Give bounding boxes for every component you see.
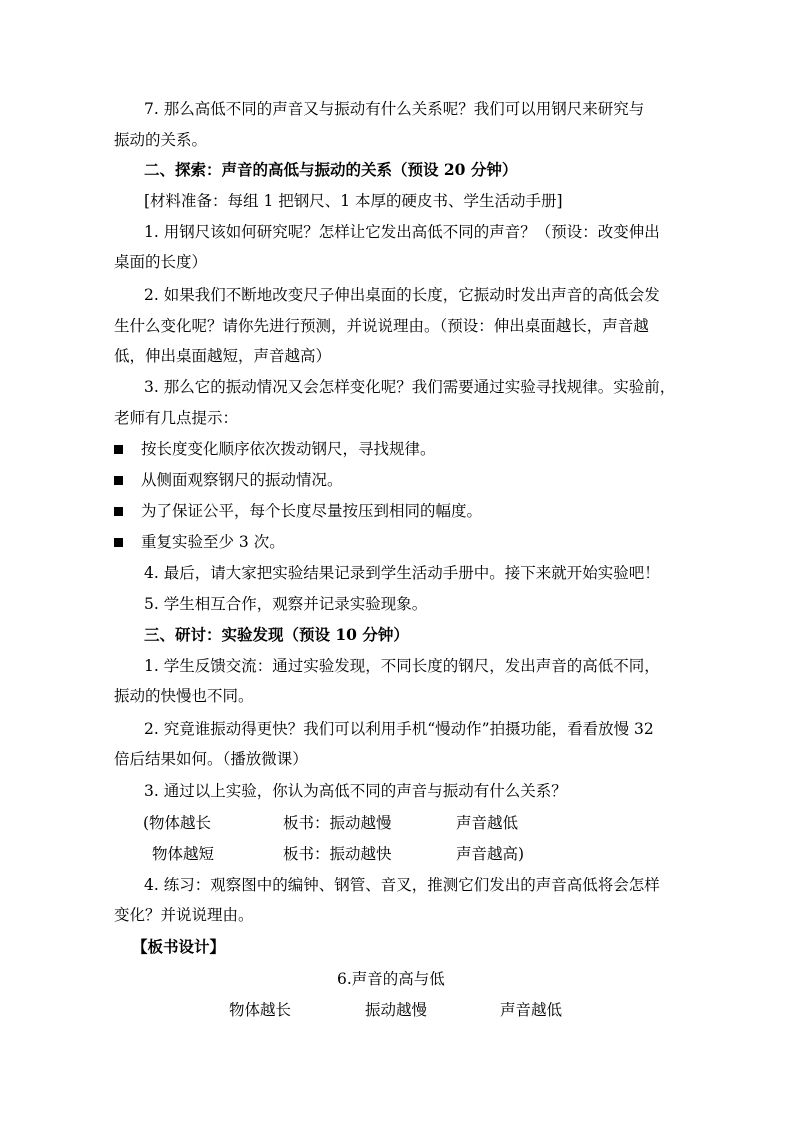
board-design-heading: 【板书设计】 — [132, 937, 226, 956]
square-bullet-icon — [114, 445, 123, 454]
board-row-1-sound: 声音越低 — [456, 814, 519, 832]
section-2-heading: 二、探索：声音的高低与振动的关系（预设 20 分钟） — [144, 160, 518, 179]
s2-item-1-line-1: 1. 用钢尺该如何研究呢？怎样让它发出高低不同的声音？（预设：改变伸出 — [144, 223, 660, 241]
tip-item-1: 按长度变化顺序依次拨动钢尺，寻找规律。 — [141, 440, 436, 458]
s3-item-3: 3. 通过以上实验，你认为高低不同的声音与振动有什么关系？ — [144, 782, 567, 800]
s2-item-3-line-1: 3. 那么它的振动情况又会怎样变化呢？我们需要通过实验寻找规律。实验前， — [144, 378, 676, 396]
s2-item-5: 5. 学生相互合作，观察并记录实验现象。 — [144, 595, 428, 613]
s3-item-1-line-1: 1. 学生反馈交流：通过实验发现，不同长度的钢尺，发出声音的高低不同， — [144, 657, 660, 675]
s3-item-1-line-2: 振动的快慢也不同。 — [114, 687, 254, 705]
board-row-2-sound: 声音越高) — [456, 845, 525, 863]
paragraph-7-line-2: 振动的关系。 — [114, 131, 208, 149]
s2-item-2-line-2: 生什么变化呢？请你先进行预测，并说说理由。（预设：伸出桌面越长，声音越 — [114, 317, 649, 335]
board-final-vibration: 振动越慢 — [365, 1001, 428, 1019]
board-row-2-vibration: 板书：振动越快 — [283, 845, 392, 863]
s3-item-2-line-2: 倍后结果如何。（播放微课） — [114, 750, 308, 768]
square-bullet-icon — [114, 507, 123, 516]
s3-item-4-line-1: 4. 练习：观察图中的编钟、钢管、音叉，推测它们发出的声音高低将会怎样 — [144, 876, 660, 894]
paragraph-7-line-1: 7. 那么高低不同的声音又与振动有什么关系呢？我们可以用钢尺来研究与 — [144, 100, 645, 118]
tip-item-4: 重复实验至少 3 次。 — [141, 533, 285, 551]
s2-item-1-line-2: 桌面的长度） — [114, 253, 208, 271]
board-row-1-object: (物体越长 — [143, 814, 212, 832]
square-bullet-icon — [114, 476, 123, 485]
s2-item-2-line-3: 低，伸出桌面越短，声音越高） — [114, 347, 332, 365]
board-final-sound: 声音越低 — [500, 1001, 563, 1019]
section-3-heading: 三、研讨：实验发现（预设 10 分钟） — [144, 625, 409, 644]
s2-item-4: 4. 最后，请大家把实验结果记录到学生活动手册中。接下来就开始实验吧！ — [144, 564, 660, 582]
s3-item-2-line-1: 2. 究竟谁振动得更快？我们可以利用手机“慢动作”拍摄功能，看看放慢 32 — [144, 720, 654, 738]
tip-item-2: 从侧面观察钢尺的振动情况。 — [141, 471, 343, 489]
tip-item-3: 为了保证公平，每个长度尽量按压到相同的幅度。 — [141, 502, 483, 520]
board-row-2-object: 物体越短 — [152, 845, 215, 863]
board-row-1-vibration: 板书：振动越慢 — [283, 814, 392, 832]
square-bullet-icon — [114, 538, 123, 547]
board-title: 6.声音的高与低 — [337, 970, 445, 988]
materials-note: [材料准备：每组 1 把钢尺、1 本厚的硬皮书、学生活动手册] — [144, 192, 563, 210]
s2-item-3-line-2: 老师有几点提示： — [114, 409, 239, 427]
s2-item-2-line-1: 2. 如果我们不断地改变尺子伸出桌面的长度，它振动时发出声音的高低会发 — [144, 286, 660, 304]
board-final-object: 物体越长 — [229, 1001, 292, 1019]
s3-item-4-line-2: 变化？并说说理由。 — [114, 906, 254, 924]
